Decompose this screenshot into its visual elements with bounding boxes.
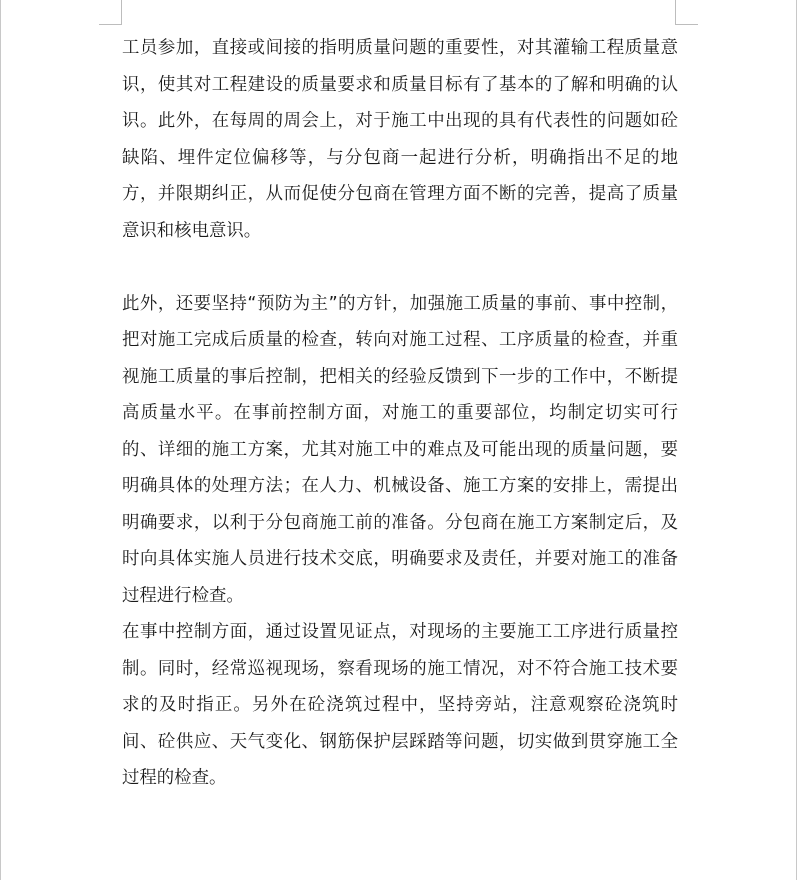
paragraph-3[interactable]: 在事中控制方面，通过设置见证点，对现场的主要施工工序进行质量控制。同时，经常巡视现场，察看现场的施工情况，对不符合施工技术要求的及时指正。另外在砼浇筑过程中，坚持旁站，注意观察砼浇筑时间、砼供应、天气变化、钢筋保护层踩踏等问题，切实做到贯穿施工全过程的检查。 [122, 622, 678, 788]
paragraph-2[interactable]: 此外，还要坚持“预防为主”的方针，加强施工质量的事前、事中控制，把对施工完成后质量的检查，转向对施工过程、工序质量的检查，并重视施工质量的事后控制，把相关的经验反馈到下一步的工作中，不断提高质量水平。在事前控制方面，对施工的重要部位，均制定切实可行的、详细的施工方案，尤其对施工中的难点及可能出现的质量问题，要明确具体的处理方法；在人力、机械设备、施工方案的安排上，需提出明确要求，以利于分包商施工前的准备。分包商在施工方案制定后，及时向具体实施人员进行技术交底，明确要求及责任，并要对施工的准备过程进行检查。 [122, 293, 678, 606]
page-left-edge [0, 0, 1, 880]
margin-corner-mark-right [675, 0, 698, 25]
empty-line [122, 249, 678, 286]
document-body[interactable] [122, 30, 678, 797]
paragraph-1[interactable]: 工员参加，直接或间接的指明质量问题的重要性，对其灌输工程质量意识，使其对工程建设的质量要求和质量目标有了基本的了解和明确的认识。此外，在每周的周会上，对于施工中出现的具有代表性的问题如砼缺陷、埋件定位偏移等，与分包商一起进行分析，明确指出不足的地方，并限期纠正，从而促使分包商在管理方面不断的完善，提高了质量意识和核电意识。 [122, 38, 678, 241]
margin-corner-mark-left [99, 0, 122, 25]
